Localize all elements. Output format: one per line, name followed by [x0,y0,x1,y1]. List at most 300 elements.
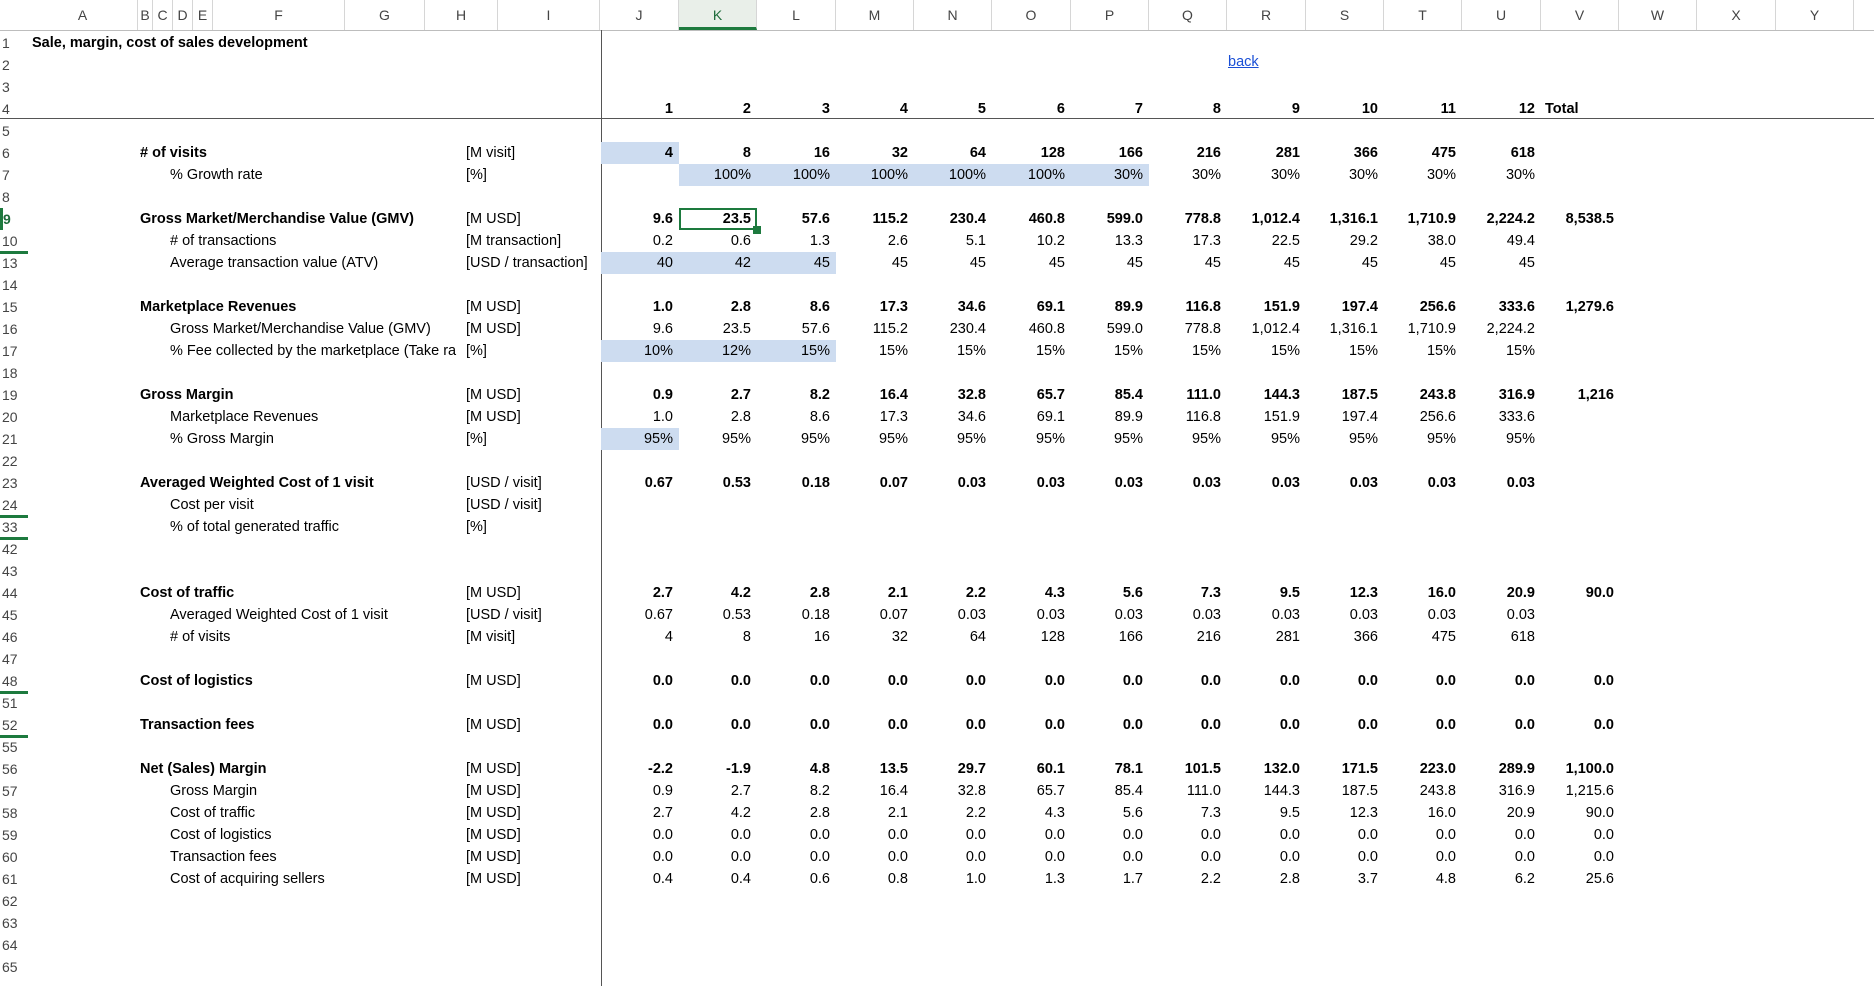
value-cell[interactable]: 95% [721,431,751,447]
value-cell[interactable]: 0.03 [957,475,986,491]
value-cell[interactable]: 166 [1118,629,1143,645]
value-cell[interactable]: 15% [1348,343,1378,359]
value-cell[interactable]: 8 [742,629,751,645]
value-cell[interactable]: 2.2 [1200,871,1221,887]
value-cell[interactable]: 0.0 [1200,673,1221,689]
value-cell[interactable]: 95% [1426,431,1456,447]
value-cell[interactable]: 0.0 [809,717,830,733]
value-cell[interactable]: 7.3 [1200,585,1221,601]
value-cell[interactable]: 151.9 [1263,299,1300,315]
row-label-cell[interactable]: Average transaction value (ATV) [170,255,379,271]
row-number[interactable]: 46 [2,629,18,645]
row-number[interactable]: 8 [2,189,10,205]
column-header-T[interactable]: T [1384,0,1462,30]
value-cell[interactable]: 13.3 [1114,233,1143,249]
value-cell[interactable]: 0.0 [965,827,986,843]
row-number[interactable]: 52 [2,717,18,733]
value-cell[interactable]: 9.6 [652,321,673,337]
unit-cell[interactable]: [M USD] [466,783,521,799]
value-cell[interactable]: 65.7 [1036,783,1065,799]
value-cell[interactable]: 2.1 [887,585,908,601]
row-number[interactable]: 14 [2,277,18,293]
value-cell[interactable]: 1,710.9 [1407,321,1456,337]
value-cell[interactable]: 32.8 [957,783,986,799]
value-cell[interactable]: 2.2 [965,585,986,601]
total-cell[interactable]: 1,215.6 [1565,783,1614,799]
value-cell[interactable]: 171.5 [1341,761,1378,777]
value-cell[interactable]: 9.6 [652,211,673,227]
value-cell[interactable]: 0.03 [1114,607,1143,623]
value-cell[interactable]: 32.8 [957,387,986,403]
value-cell[interactable]: 0.0 [730,717,751,733]
value-cell[interactable]: 2.8 [730,299,751,315]
value-cell[interactable]: 475 [1431,145,1456,161]
value-cell[interactable]: 45 [1518,255,1535,271]
value-cell[interactable]: 0.8 [887,871,908,887]
value-cell[interactable]: 0.03 [1506,607,1535,623]
value-cell[interactable]: 0.0 [887,673,908,689]
value-cell[interactable]: 95% [800,431,830,447]
row-number[interactable]: 43 [2,563,18,579]
row-label-cell[interactable]: # of transactions [170,233,277,249]
value-cell[interactable]: 9.5 [1279,805,1300,821]
unit-cell[interactable]: [%] [466,431,487,447]
row-number[interactable]: 18 [2,365,18,381]
value-cell[interactable]: 100% [992,164,1071,186]
total-cell[interactable]: 1,216 [1577,387,1614,403]
value-cell[interactable]: 8.2 [809,387,830,403]
unit-cell[interactable]: [M USD] [466,409,521,425]
row-number[interactable]: 33 [2,519,18,535]
value-cell[interactable]: 16 [813,145,830,161]
value-cell[interactable]: 0.0 [965,673,986,689]
row-number[interactable]: 9 [0,208,28,230]
row-label-cell[interactable]: Transaction fees [170,849,277,865]
row-label-cell[interactable]: Marketplace Revenues [140,299,297,315]
row-number[interactable]: 44 [2,585,18,601]
value-cell[interactable]: 2.8 [809,805,830,821]
value-cell[interactable]: 197.4 [1341,299,1378,315]
unit-cell[interactable]: [M USD] [466,321,521,337]
row-number[interactable]: 4 [2,101,10,117]
value-cell[interactable]: 0.2 [652,233,673,249]
value-cell[interactable]: 15% [1426,343,1456,359]
value-cell[interactable]: 0.0 [652,849,673,865]
total-cell[interactable]: 1,100.0 [1565,761,1614,777]
value-cell[interactable]: 85.4 [1114,387,1143,403]
row-number[interactable]: 59 [2,827,18,843]
value-cell[interactable]: 0.0 [1514,673,1535,689]
value-cell[interactable]: 17.3 [879,299,908,315]
row-number[interactable]: 7 [2,167,10,183]
value-cell[interactable]: 4.8 [1435,871,1456,887]
value-cell[interactable]: 1.0 [652,409,673,425]
value-cell[interactable]: 22.5 [1271,233,1300,249]
value-cell[interactable]: 2.1 [887,805,908,821]
value-cell[interactable]: 256.6 [1419,299,1456,315]
value-cell[interactable]: 8.2 [809,783,830,799]
value-cell[interactable]: 2.2 [965,805,986,821]
value-cell[interactable]: 5.6 [1122,805,1143,821]
value-cell[interactable]: 618 [1510,629,1535,645]
row-number[interactable]: 61 [2,871,18,887]
value-cell[interactable]: 45 [1204,255,1221,271]
value-cell[interactable]: 0.0 [1122,849,1143,865]
value-cell[interactable]: 20.9 [1506,585,1535,601]
unit-cell[interactable]: [USD / visit] [466,607,542,623]
value-cell[interactable]: 5.1 [965,233,986,249]
value-cell[interactable]: 4.2 [730,585,751,601]
row-number[interactable]: 6 [2,145,10,161]
unit-cell[interactable]: [M visit] [466,145,516,161]
row-label-cell[interactable]: % Gross Margin [170,431,274,447]
value-cell[interactable]: 0.0 [1279,827,1300,843]
value-cell[interactable]: 2.7 [652,585,673,601]
value-cell[interactable]: 2.7 [730,387,751,403]
value-cell[interactable]: 16.4 [879,783,908,799]
value-cell[interactable]: 15% [1035,343,1065,359]
value-cell[interactable]: 128 [1040,145,1065,161]
value-cell[interactable]: 12.3 [1349,805,1378,821]
row-number[interactable]: 22 [2,453,18,469]
unit-cell[interactable]: [%] [466,167,487,183]
unit-cell[interactable]: [M USD] [466,673,521,689]
value-cell[interactable]: 57.6 [801,211,830,227]
value-cell[interactable]: 0.18 [801,607,830,623]
row-label-cell[interactable]: % of total generated traffic [170,519,340,535]
value-cell[interactable]: 0.0 [1200,827,1221,843]
column-header-B[interactable]: B [138,0,153,30]
unit-cell[interactable]: [M USD] [466,717,521,733]
value-cell[interactable]: 2.7 [652,805,673,821]
total-cell[interactable]: Total [1545,101,1579,117]
unit-cell[interactable]: [M USD] [466,871,521,887]
value-cell[interactable]: 10% [601,340,679,362]
total-cell[interactable]: 0.0 [1593,673,1614,689]
value-cell[interactable]: 9.5 [1279,585,1300,601]
value-cell[interactable]: 0.0 [887,717,908,733]
value-cell[interactable]: 0.0 [1044,827,1065,843]
value-cell[interactable]: 12% [679,340,757,362]
value-cell[interactable]: 778.8 [1184,321,1221,337]
value-cell[interactable]: 45 [1283,255,1300,271]
value-cell[interactable]: 1,012.4 [1251,211,1300,227]
value-cell[interactable]: 0.0 [887,827,908,843]
value-cell[interactable]: 45 [1361,255,1378,271]
value-cell[interactable]: 0.0 [1357,849,1378,865]
row-label-cell[interactable]: Marketplace Revenues [170,409,319,425]
value-cell[interactable]: 333.6 [1498,409,1535,425]
value-cell[interactable]: 29.7 [957,761,986,777]
value-cell[interactable]: 2.8 [809,585,830,601]
value-cell[interactable]: 289.9 [1498,761,1535,777]
value-cell[interactable]: 69.1 [1036,409,1065,425]
row-number[interactable]: 55 [2,739,18,755]
value-cell[interactable]: 10.2 [1036,233,1065,249]
value-cell[interactable]: -2.2 [648,761,673,777]
unit-cell[interactable]: [M USD] [466,299,521,315]
value-cell[interactable]: 0.0 [887,849,908,865]
value-cell[interactable]: 0.0 [730,827,751,843]
value-cell[interactable]: 2,224.2 [1486,211,1535,227]
back-link[interactable]: back [1228,54,1259,70]
value-cell[interactable]: 316.9 [1498,387,1535,403]
row-number[interactable]: 63 [2,915,18,931]
column-header-H[interactable]: H [425,0,498,30]
value-cell[interactable]: 95% [956,431,986,447]
column-header-X[interactable]: X [1697,0,1776,30]
value-cell[interactable]: 460.8 [1028,211,1065,227]
value-cell[interactable]: 45 [1048,255,1065,271]
value-cell[interactable]: 17.3 [1192,233,1221,249]
row-number[interactable]: 5 [2,123,10,139]
value-cell[interactable]: 30% [1270,167,1300,183]
value-cell[interactable]: 4 [601,142,679,164]
value-cell[interactable]: 17.3 [879,409,908,425]
value-cell[interactable]: 0.6 [730,233,751,249]
value-cell[interactable]: 5 [977,101,986,117]
value-cell[interactable]: 15% [878,343,908,359]
value-cell[interactable]: 0.67 [644,607,673,623]
value-cell[interactable]: 3.7 [1357,871,1378,887]
value-cell[interactable]: 32 [891,145,908,161]
column-header-K[interactable]: K [679,0,757,30]
value-cell[interactable]: 64 [969,145,986,161]
unit-cell[interactable]: [USD / visit] [466,475,542,491]
sheet-title[interactable]: Sale, margin, cost of sales development [32,35,308,51]
row-number[interactable]: 13 [2,255,18,271]
row-number[interactable]: 20 [2,409,18,425]
value-cell[interactable]: 1.7 [1122,871,1143,887]
value-cell[interactable]: 4.3 [1044,805,1065,821]
value-cell[interactable]: 15% [1505,343,1535,359]
row-label-cell[interactable]: Gross Market/Merchandise Value (GMV) [170,321,431,337]
column-header-S[interactable]: S [1306,0,1384,30]
value-cell[interactable]: 8.6 [809,409,830,425]
value-cell[interactable]: 0.0 [652,717,673,733]
value-cell[interactable]: 20.9 [1506,805,1535,821]
unit-cell[interactable]: [%] [466,519,487,535]
value-cell[interactable]: 95% [1270,431,1300,447]
row-label-cell[interactable]: Averaged Weighted Cost of 1 visit [140,475,374,491]
value-cell[interactable]: 95% [878,431,908,447]
value-cell[interactable]: 12.3 [1349,585,1378,601]
value-cell[interactable]: 8 [1212,101,1221,117]
value-cell[interactable]: 0.03 [1427,475,1456,491]
value-cell[interactable]: 1 [664,101,673,117]
value-cell[interactable]: 15% [757,340,836,362]
value-cell[interactable]: 144.3 [1263,783,1300,799]
row-label-cell[interactable]: Cost of logistics [170,827,272,843]
row-number[interactable]: 1 [2,35,10,51]
row-number[interactable]: 19 [2,387,18,403]
value-cell[interactable]: 13.5 [879,761,908,777]
value-cell[interactable]: 0.0 [965,717,986,733]
total-cell[interactable]: 0.0 [1593,827,1614,843]
value-cell[interactable]: 0.0 [1357,827,1378,843]
column-header-Y[interactable]: Y [1776,0,1854,30]
value-cell[interactable]: 599.0 [1106,321,1143,337]
value-cell[interactable]: 60.1 [1036,761,1065,777]
value-cell[interactable]: 115.2 [872,211,908,227]
value-cell[interactable]: 78.1 [1114,761,1143,777]
unit-cell[interactable]: [M USD] [466,387,521,403]
value-cell[interactable]: 0.0 [809,673,830,689]
value-cell[interactable]: 2 [742,101,751,117]
value-cell[interactable]: 151.9 [1263,409,1300,425]
unit-cell[interactable]: [M USD] [466,827,521,843]
value-cell[interactable]: 0.6 [809,871,830,887]
value-cell[interactable]: 0.0 [1044,717,1065,733]
value-cell[interactable]: 95% [601,428,679,450]
unit-cell[interactable]: [M USD] [466,211,521,227]
value-cell[interactable]: 30% [1505,167,1535,183]
value-cell[interactable]: 15% [956,343,986,359]
column-header-G[interactable]: G [345,0,425,30]
value-cell[interactable]: 0.03 [1036,607,1065,623]
value-cell[interactable]: 16.0 [1427,805,1456,821]
row-number[interactable]: 2 [2,57,10,73]
value-cell[interactable]: 166 [1118,145,1143,161]
value-cell[interactable]: 45 [969,255,986,271]
value-cell[interactable]: 366 [1353,145,1378,161]
value-cell[interactable]: 4.3 [1044,585,1065,601]
unit-cell[interactable]: [M USD] [466,585,521,601]
row-number[interactable]: 56 [2,761,18,777]
value-cell[interactable]: 89.9 [1114,409,1143,425]
value-cell[interactable]: 230.4 [949,321,986,337]
value-cell[interactable]: 0.9 [652,783,673,799]
value-cell[interactable]: 45 [891,255,908,271]
value-cell[interactable]: 0.03 [1349,607,1378,623]
row-number[interactable]: 60 [2,849,18,865]
value-cell[interactable]: 5.6 [1122,585,1143,601]
value-cell[interactable]: 116.8 [1185,409,1221,425]
value-cell[interactable]: 49.4 [1506,233,1535,249]
value-cell[interactable]: 0.0 [1200,849,1221,865]
value-cell[interactable]: 316.9 [1498,783,1535,799]
total-cell[interactable]: 90.0 [1585,805,1614,821]
column-header-R[interactable]: R [1227,0,1306,30]
value-cell[interactable]: 4 [664,629,673,645]
value-cell[interactable]: 100% [914,164,992,186]
value-cell[interactable]: 144.3 [1263,387,1300,403]
value-cell[interactable]: 0.0 [1122,827,1143,843]
total-cell[interactable]: 0.0 [1593,849,1614,865]
value-cell[interactable]: 281 [1275,145,1300,161]
unit-cell[interactable]: [M USD] [466,761,521,777]
value-cell[interactable]: 15% [1270,343,1300,359]
value-cell[interactable]: 128 [1040,629,1065,645]
value-cell[interactable]: 2.7 [730,783,751,799]
value-cell[interactable]: 0.03 [1192,475,1221,491]
unit-cell[interactable]: [%] [466,343,487,359]
row-number[interactable]: 58 [2,805,18,821]
row-number[interactable]: 64 [2,937,18,953]
total-cell[interactable]: 1,279.6 [1565,299,1614,315]
value-cell[interactable]: 30% [1426,167,1456,183]
row-label-cell[interactable]: Cost of traffic [140,585,235,601]
column-header-N[interactable]: N [914,0,992,30]
value-cell[interactable]: 15% [1113,343,1143,359]
value-cell[interactable]: 460.8 [1028,321,1065,337]
column-header-J[interactable]: J [600,0,679,30]
value-cell[interactable]: 95% [1035,431,1065,447]
value-cell[interactable]: 0.0 [1044,673,1065,689]
row-label-cell[interactable]: % Fee collected by the marketplace (Take ra [170,343,457,359]
value-cell[interactable]: 0.0 [1044,849,1065,865]
value-cell[interactable]: 1,710.9 [1407,211,1456,227]
row-number[interactable]: 23 [2,475,18,491]
value-cell[interactable]: 30% [1348,167,1378,183]
value-cell[interactable]: 65.7 [1036,387,1065,403]
value-cell[interactable]: 2.6 [887,233,908,249]
value-cell[interactable]: 16.0 [1427,585,1456,601]
row-number[interactable]: 65 [2,959,18,975]
row-number[interactable]: 24 [2,497,18,513]
value-cell[interactable]: 1.3 [1044,871,1065,887]
value-cell[interactable]: 2,224.2 [1486,321,1535,337]
row-number[interactable]: 47 [2,651,18,667]
column-header-E[interactable]: E [193,0,213,30]
value-cell[interactable]: 187.5 [1341,387,1378,403]
unit-cell[interactable]: [M transaction] [466,233,562,249]
value-cell[interactable]: 0.0 [730,849,751,865]
column-header-O[interactable]: O [992,0,1071,30]
value-cell[interactable]: 132.0 [1263,761,1300,777]
value-cell[interactable]: 0.0 [730,673,751,689]
value-cell[interactable]: 281 [1275,629,1300,645]
value-cell[interactable]: 223.0 [1419,761,1456,777]
value-cell[interactable]: 0.03 [1271,607,1300,623]
column-header-C[interactable]: C [153,0,173,30]
value-cell[interactable]: 216 [1196,145,1221,161]
value-cell[interactable]: 45 [757,252,836,274]
value-cell[interactable]: 32 [891,629,908,645]
value-cell[interactable]: 29.2 [1349,233,1378,249]
value-cell[interactable]: 42 [679,252,757,274]
total-cell[interactable]: 90.0 [1585,585,1614,601]
value-cell[interactable]: 243.8 [1419,783,1456,799]
row-label-cell[interactable]: Gross Margin [170,783,258,799]
value-cell[interactable]: 0.67 [644,475,673,491]
row-number[interactable]: 15 [2,299,18,315]
value-cell[interactable]: 6 [1056,101,1065,117]
value-cell[interactable]: 101.5 [1184,761,1221,777]
value-cell[interactable]: 243.8 [1419,387,1456,403]
row-number[interactable]: 48 [2,673,18,689]
column-header-P[interactable]: P [1071,0,1149,30]
column-header-I[interactable]: I [498,0,600,30]
value-cell[interactable]: 16.4 [879,387,908,403]
value-cell[interactable]: 10 [1361,101,1378,117]
value-cell[interactable]: 0.0 [1122,717,1143,733]
value-cell[interactable]: 618 [1510,145,1535,161]
total-cell[interactable]: 25.6 [1585,871,1614,887]
value-cell[interactable]: 0.0 [1279,673,1300,689]
value-cell[interactable]: 115.2 [872,321,908,337]
value-cell[interactable]: 0.0 [1357,717,1378,733]
value-cell[interactable]: 30% [1191,167,1221,183]
row-number[interactable]: 16 [2,321,18,337]
value-cell[interactable]: 0.0 [652,673,673,689]
value-cell[interactable]: 8.6 [809,299,830,315]
value-cell[interactable]: 7.3 [1200,805,1221,821]
value-cell[interactable]: 0.53 [722,475,751,491]
row-number[interactable]: 17 [2,343,18,359]
row-label-cell[interactable]: Net (Sales) Margin [140,761,267,777]
value-cell[interactable]: 3 [821,101,830,117]
